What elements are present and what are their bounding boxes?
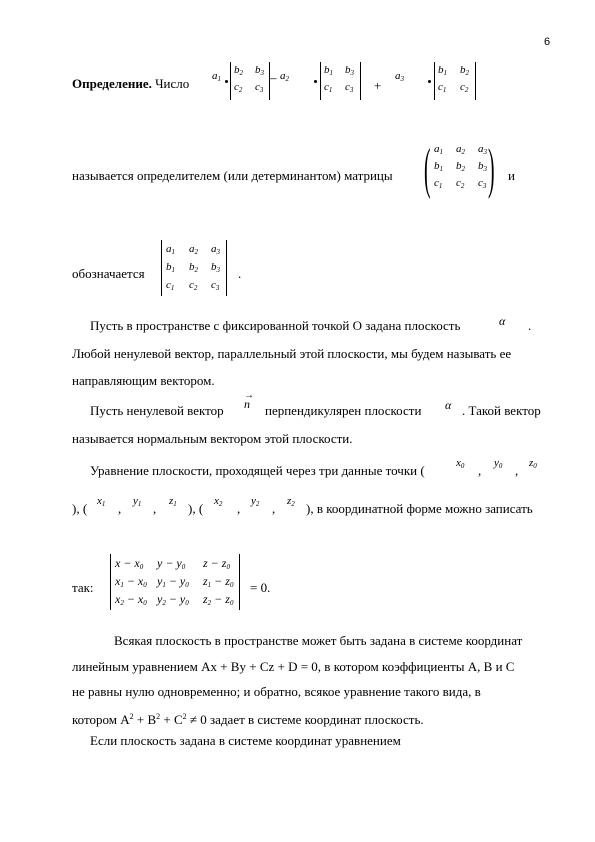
point2-z: $z_2$: [287, 495, 295, 508]
matrix-cell: $b_3$: [478, 160, 487, 173]
minor3-r1c2: $b_2$: [460, 64, 469, 77]
eq-r1c2: $y - y_0$: [157, 556, 186, 571]
page-number: 6: [544, 36, 551, 48]
eq-r3c3: $z_2 - z_0$: [203, 592, 234, 607]
det-cell: $c_3$: [211, 279, 220, 292]
matrix-cell: $a_3$: [478, 143, 487, 156]
minor1-r1c2: $b_3$: [255, 64, 264, 77]
det-bar: [226, 240, 227, 296]
mult-dot: [428, 80, 431, 83]
comma: ,: [237, 501, 241, 516]
para1-line2: Любой ненулевой вектор, параллельный этой плоскости, мы будем называть ее: [72, 346, 512, 361]
matrix-cell: $a_2$: [456, 143, 465, 156]
para2-line1c: . Такой вектор: [462, 403, 541, 418]
para2-line1b: перпендикулярен плоскости: [265, 403, 422, 418]
mult-dot: [314, 80, 317, 83]
left-paren: (: [424, 138, 431, 200]
normal-vector-symbol: → n: [244, 390, 254, 411]
det-bar: [320, 62, 321, 100]
minus-sign: –: [270, 70, 277, 85]
det-cell: $c_1$: [166, 279, 175, 292]
det-cell: $a_3$: [211, 243, 220, 256]
det-bar: [475, 62, 476, 100]
para5-line1: Если плоскость задана в системе координат уравнением: [90, 733, 401, 748]
det-bar: [434, 62, 435, 100]
matrix-cell: $c_2$: [456, 177, 465, 190]
point0-z: $z_0$: [529, 457, 537, 470]
mult-dot: [225, 80, 228, 83]
eq-r2c1: $x_1 - x_0$: [115, 574, 147, 589]
matrix-cell: $b_2$: [456, 160, 465, 173]
eq-r2c3: $z_1 - z_0$: [203, 574, 234, 589]
det-cell: $a_1$: [166, 243, 175, 256]
matrix-cell: $c_3$: [478, 177, 487, 190]
det-bar: [239, 554, 240, 610]
equation-rhs: = 0.: [250, 580, 271, 595]
para4-line4: котором $A^2 + B^2 + C^2 \ne 0$ задает в системе координат плоскость.: [72, 712, 424, 727]
minor3-r1c1: $b_1$: [438, 64, 447, 77]
para4-line1: Всякая плоскость в пространстве может быть задана в системе координат: [114, 633, 523, 648]
point1-z: $z_1$: [169, 495, 177, 508]
comma: ,: [478, 463, 482, 478]
det-bar: [230, 62, 231, 100]
denote-line: обозначается: [72, 266, 145, 281]
coef-a3: $a_3$: [395, 70, 404, 83]
eq-r3c1: $x_2 - x_0$: [115, 592, 147, 607]
det-cell: $b_3$: [211, 261, 220, 274]
det-bar: [161, 240, 162, 296]
eq-r1c1: $x - x_0$: [115, 556, 144, 571]
point1-x: $x_1$: [97, 495, 106, 508]
minor1-r2c1: $c_2$: [234, 81, 243, 94]
equation-label: так:: [72, 580, 94, 595]
comma: ,: [153, 501, 157, 516]
comma: ,: [515, 463, 519, 478]
determinant-line: называется определителем (или детерминантом) матрицы: [72, 168, 393, 183]
open-paren: ), (: [188, 501, 204, 516]
det-bar: [110, 554, 111, 610]
matrix-cell: $a_1$: [434, 143, 443, 156]
det-bar: [360, 62, 361, 100]
det-cell: $a_2$: [189, 243, 198, 256]
matrix-cell: $c_1$: [434, 177, 443, 190]
coef-a1: $a_1$: [212, 70, 221, 83]
det-cell: $b_1$: [166, 261, 175, 274]
point0-x: $x_0$: [456, 457, 465, 470]
comma: ,: [272, 501, 276, 516]
comma: ,: [118, 501, 122, 516]
para2-line1a: Пусть ненулевой вектор: [90, 403, 224, 418]
point1-y: $y_1$: [133, 495, 142, 508]
minor2-r2c1: $c_1$: [324, 81, 333, 94]
definition-label: Определение.: [72, 76, 152, 91]
minor2-r2c2: $c_3$: [345, 81, 354, 94]
para4-line3: не равны нулю одновременно; и обратно, всякое уравнение такого вида, в: [72, 684, 481, 699]
coef-a2: $a_2$: [280, 70, 289, 83]
para2-line2: называется нормальным вектором этой плоскости.: [72, 431, 353, 446]
para3-line1: Уравнение плоскости, проходящей через три данные точки (: [90, 463, 425, 478]
plus-sign: +: [374, 78, 382, 93]
determinant-line-tail: и: [508, 168, 515, 183]
para1-line1: Пусть в пространстве с фиксированной точкой O задана плоскость: [90, 318, 461, 333]
minor3-r2c1: $c_1$: [438, 81, 447, 94]
definition-word: Число: [155, 76, 190, 91]
definition-line: [72, 76, 189, 92]
minor2-r1c1: $b_1$: [324, 64, 333, 77]
denote-end: .: [238, 266, 242, 281]
minor2-r1c2: $b_3$: [345, 64, 354, 77]
point0-y: $y_0$: [494, 457, 503, 470]
det-cell: $c_2$: [189, 279, 198, 292]
right-paren: ): [488, 138, 495, 200]
para1-line1-end: .: [528, 318, 532, 333]
alpha-symbol: α: [499, 314, 506, 328]
open-paren: ), (: [72, 501, 88, 516]
para4-line2: линейным уравнением Ax + By + Cz + D = 0, в котором коэффициенты A, B и C: [72, 659, 515, 674]
det-cell: $b_2$: [189, 261, 198, 274]
point2-y: $y_2$: [251, 495, 260, 508]
minor1-r1c1: $b_2$: [234, 64, 243, 77]
eq-r2c2: $y_1 - y_0$: [157, 574, 189, 589]
minor3-r2c2: $c_2$: [460, 81, 469, 94]
para3-line2-end: ), в координатной форме можно записать: [306, 501, 533, 516]
minor1-r2c2: $c_3$: [255, 81, 264, 94]
alpha-symbol: α: [445, 398, 452, 412]
eq-r3c2: $y_2 - y_0$: [157, 592, 189, 607]
point2-x: $x_2$: [214, 495, 223, 508]
para1-line3: направляющим вектором.: [72, 373, 215, 388]
matrix-cell: $b_1$: [434, 160, 443, 173]
eq-r1c3: $z - z_0$: [203, 556, 230, 571]
